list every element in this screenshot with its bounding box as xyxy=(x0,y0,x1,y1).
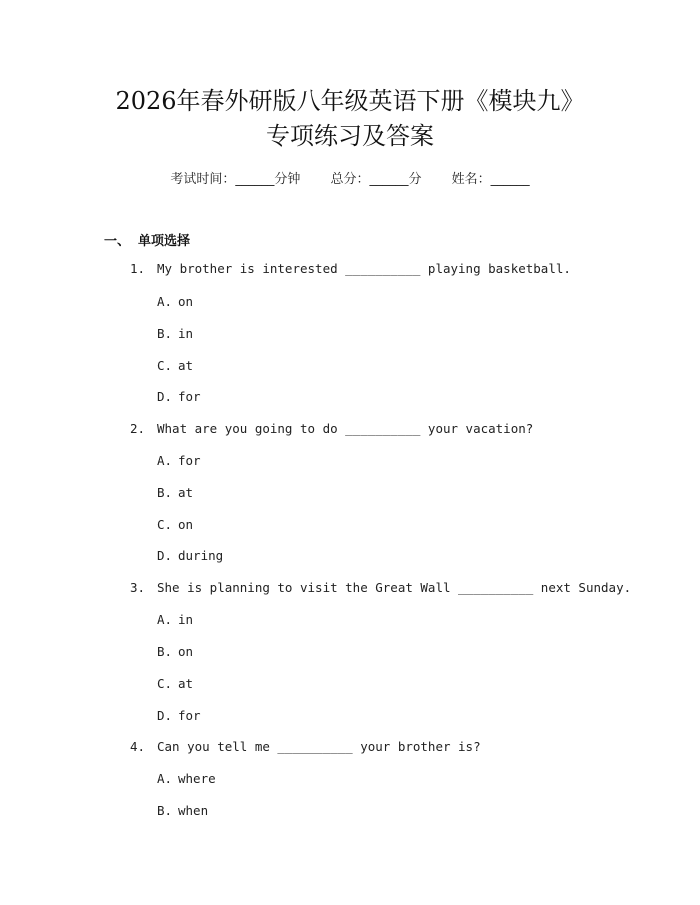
question-number: 3. xyxy=(130,580,146,595)
option-letter: C. xyxy=(157,517,173,532)
option-letter: B. xyxy=(157,803,173,818)
question-text: Can you tell me __________ your brother is? xyxy=(157,739,481,754)
section-number: 一、 xyxy=(104,234,131,249)
section-title: 单项选择 xyxy=(138,234,191,249)
option-letter: A. xyxy=(157,453,173,468)
question-2 xyxy=(130,421,533,436)
question-number: 1. xyxy=(130,261,146,276)
question-4 xyxy=(130,739,481,754)
exam-score-blank: ______ xyxy=(369,172,409,187)
exam-time-label: 考试时间： xyxy=(170,172,236,187)
question-text: What are you going to do __________ your vacation? xyxy=(157,421,534,436)
question-2-option-d xyxy=(157,548,223,563)
question-1-option-c xyxy=(157,358,193,373)
question-2-option-c xyxy=(157,517,193,532)
exam-time xyxy=(170,168,300,187)
question-1-option-b xyxy=(157,326,193,341)
section-heading xyxy=(104,230,190,249)
option-letter: B. xyxy=(157,644,173,659)
option-letter: B. xyxy=(157,485,173,500)
question-text: My brother is interested __________ playing basketball. xyxy=(157,261,571,276)
exam-score xyxy=(330,168,421,187)
question-3-option-c xyxy=(157,676,193,691)
question-3 xyxy=(130,580,631,595)
exam-name xyxy=(452,168,530,187)
option-text: during xyxy=(178,548,224,563)
option-text: in xyxy=(178,612,194,627)
document-title-line1: 2026年春外研版八年级英语下册《模块九》 xyxy=(115,87,585,115)
option-letter: C. xyxy=(157,358,173,373)
question-4-option-a xyxy=(157,771,216,786)
question-2-option-a xyxy=(157,453,201,468)
question-2-option-b xyxy=(157,485,193,500)
question-3-option-b xyxy=(157,644,193,659)
option-text: where xyxy=(178,771,216,786)
option-letter: C. xyxy=(157,676,173,691)
exam-meta xyxy=(0,168,700,187)
document-title-line2: 专项练习及答案 xyxy=(266,122,434,150)
option-text: for xyxy=(178,389,201,404)
exam-score-label: 总分： xyxy=(330,172,370,187)
option-text: on xyxy=(178,294,194,309)
option-letter: A. xyxy=(157,294,173,309)
exam-name-label: 姓名： xyxy=(451,172,491,187)
question-number: 4. xyxy=(130,739,146,754)
option-text: at xyxy=(178,676,194,691)
question-3-option-d xyxy=(157,708,201,723)
exam-score-unit: 分 xyxy=(408,172,422,187)
option-text: at xyxy=(178,358,194,373)
option-text: in xyxy=(178,326,194,341)
option-text: for xyxy=(178,708,201,723)
question-4-option-b xyxy=(157,803,208,818)
exam-name-blank: ______ xyxy=(490,172,530,187)
exam-time-blank: ______ xyxy=(235,172,275,187)
option-letter: D. xyxy=(157,708,173,723)
option-text: on xyxy=(178,517,194,532)
option-text: when xyxy=(178,803,209,818)
question-1-option-a xyxy=(157,294,193,309)
option-text: on xyxy=(178,644,194,659)
option-letter: A. xyxy=(157,771,173,786)
question-1 xyxy=(130,261,571,276)
question-text: She is planning to visit the Great Wall __________ next Sunday. xyxy=(157,580,632,595)
option-letter: D. xyxy=(157,389,173,404)
question-3-option-a xyxy=(157,612,193,627)
exam-time-unit: 分钟 xyxy=(274,172,301,187)
option-letter: B. xyxy=(157,326,173,341)
question-number: 2. xyxy=(130,421,146,436)
option-text: at xyxy=(178,485,194,500)
option-text: for xyxy=(178,453,201,468)
question-1-option-d xyxy=(157,389,201,404)
option-letter: D. xyxy=(157,548,173,563)
option-letter: A. xyxy=(157,612,173,627)
